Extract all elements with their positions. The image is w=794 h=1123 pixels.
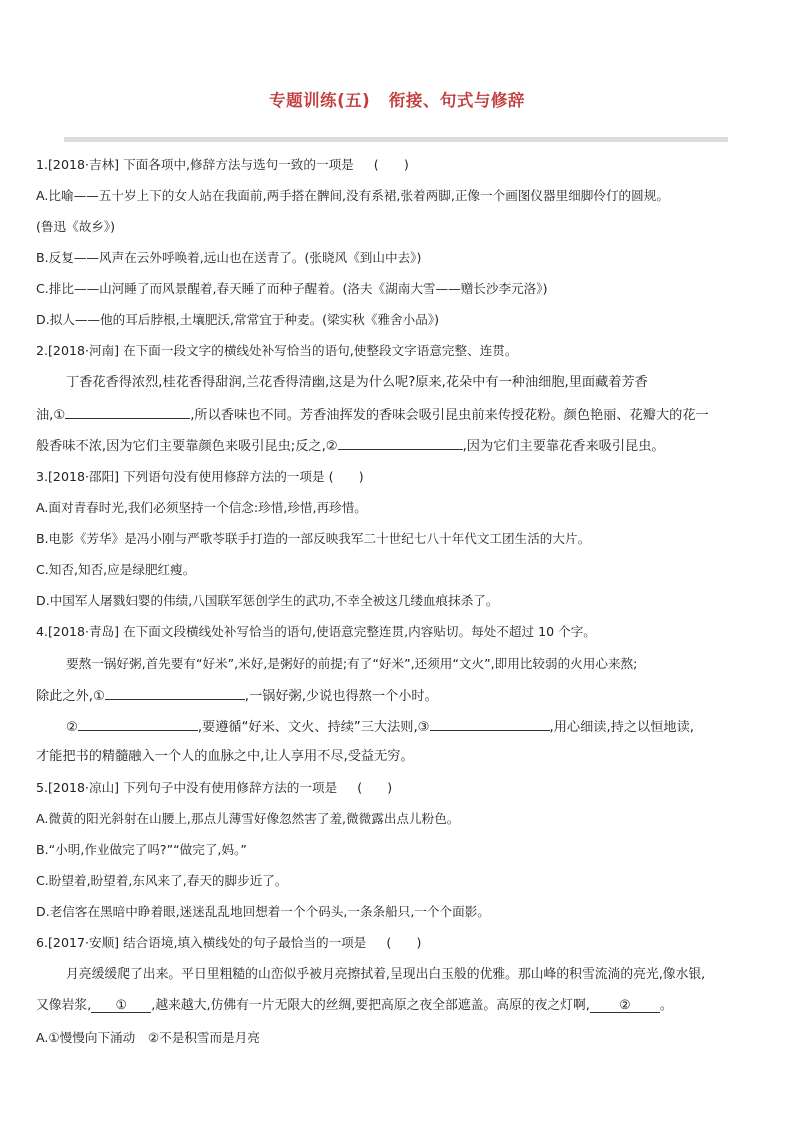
question-5-option-d: D.老信客在黑暗中睁着眼,迷迷乱乱地回想着一个个码头,一条条船只,一个个面影。	[36, 904, 490, 919]
question-5-option-c: C.盼望着,盼望着,东风来了,春天的脚步近了。	[36, 873, 288, 888]
passage-text: ,一锅好粥,少说也得熬一个小时。	[244, 689, 438, 704]
question-3-option-d: D.中国军人屠戮妇婴的伟绩,八国联军惩创学生的武功,不幸全被这几缕血痕抹杀了。	[36, 593, 499, 608]
question-6-text: 6.[2017·安顺] 结合语境,填入横线处的句子最恰当的一项是	[36, 935, 367, 950]
question-5-option-a: A.微黄的阳光斜射在山腰上,那点儿薄雪好像忽然害了羞,微微露出点儿粉色。	[36, 811, 460, 826]
question-6-stem	[36, 934, 421, 952]
passage-text: 。	[659, 998, 673, 1013]
fill-blank-2[interactable]	[78, 717, 198, 731]
question-2-passage-line-3	[36, 436, 665, 456]
answer-paren: ( )	[386, 935, 422, 950]
question-1-option-d: D.拟人——他的耳后脖根,土壤肥沃,常常宜于种麦。(梁实秋《雅舍小品》)	[36, 312, 440, 327]
question-4-passage-line-4: 才能把书的精髓融入一个人的血脉之中,让人享用不尽,受益无穷。	[36, 749, 414, 764]
question-1-option-a: A.比喻——五十岁上下的女人站在我面前,两手搭在髀间,没有系裙,张着两脚,正像一个画图仪器里细脚伶仃的圆规。	[36, 188, 669, 203]
question-6-option-a: A.①慢慢向下涌动 ②不是积雪而是月亮	[36, 1030, 260, 1045]
title-divider	[64, 137, 728, 142]
question-5-option-b: B.“小明,作业做完了吗?”“做完了,妈。”	[36, 842, 247, 857]
fill-blank-1[interactable]	[65, 405, 190, 419]
passage-text: 油,①	[36, 408, 66, 423]
question-1-option-b: B.反复——风声在云外呼唤着,远山也在送青了。(张晓风《到山中去》)	[36, 250, 422, 265]
fill-blank-1[interactable]	[105, 686, 245, 700]
question-3-option-b: B.电影《芳华》是冯小刚与严歌苓联手打造的一部反映我军二十世纪七八十年代文工团生活的大片。	[36, 531, 591, 546]
passage-text: ,用心细读,持之以恒地读,	[549, 720, 694, 735]
passage-text: 又像岩浆,	[36, 998, 92, 1013]
question-3-option-c: C.知否,知否,应是绿肥红瘦。	[36, 562, 196, 577]
passage-text: 般香味不浓,因为它们主要靠颜色来吸引昆虫;反之,②	[36, 439, 338, 454]
fill-blank-2[interactable]	[338, 436, 463, 450]
question-4-passage-line-1: 要熬一锅好粥,首先要有“好米”,米好,是粥好的前提;有了“好米”,还须用“文火”,即用比较弱的火用心来熬;	[66, 656, 638, 671]
question-6-passage-line-2	[36, 997, 673, 1015]
question-2-passage-line-1: 丁香花香得浓烈,桂花香得甜润,兰花香得清幽,这是为什么呢?原来,花朵中有一种油细胞,里面藏着芳香	[66, 375, 648, 390]
question-5-text: 5.[2018·凉山] 下列句子中没有使用修辞方法的一项是	[36, 780, 338, 795]
fill-blank-1[interactable]: ①	[91, 999, 151, 1013]
question-3-option-a: A.面对青春时光,我们必须坚持一个信念:珍惜,珍惜,再珍惜。	[36, 500, 367, 515]
passage-text: ,所以香味也不同。芳香油挥发的香味会吸引昆虫前来传授花粉。颜色艳丽、花瓣大的花一	[190, 408, 709, 423]
question-6-passage-line-1: 月亮缓缓爬了出来。平日里粗糙的山峦似乎被月亮擦拭着,呈现出白玉般的优雅。那山峰的积雪流淌的亮光,像水银,	[66, 967, 706, 982]
page-title: 专题训练(五) 衔接、句式与修辞	[269, 91, 525, 110]
question-1-option-a-source: (鲁迅《故乡》)	[36, 219, 116, 234]
question-5-stem	[36, 779, 392, 797]
answer-paren: ( )	[373, 157, 409, 172]
passage-text: ,越来越大,仿佛有一片无限大的丝绸,要把高原之夜全部遮盖。高原的夜之灯啊,	[151, 998, 590, 1013]
question-2-passage-line-2	[36, 405, 709, 425]
passage-text: 除此之外,①	[36, 689, 105, 704]
question-4-stem: 4.[2018·青岛] 在下面文段横线处补写恰当的语句,使语意完整连贯,内容贴切。每处不超过 10 个字。	[36, 624, 596, 639]
passage-text: ,要遵循“好米、文火、持续”三大法则,③	[197, 720, 430, 735]
question-3-stem: 3.[2018·邵阳] 下列语句没有使用修辞方法的一项是 ( )	[36, 469, 364, 484]
question-2-stem: 2.[2018·河南] 在下面一段文字的横线处补写恰当的语句,使整段文字语意完整、连贯。	[36, 343, 518, 358]
question-1-stem	[36, 156, 409, 174]
passage-text: ②	[66, 720, 78, 735]
answer-paren: ( )	[357, 780, 393, 795]
question-1-text: 1.[2018·吉林] 下面各项中,修辞方法与选句一致的一项是	[36, 157, 354, 172]
question-4-passage-line-3	[66, 717, 694, 737]
question-4-passage-line-2	[36, 686, 438, 706]
passage-text: ,因为它们主要靠花香来吸引昆虫。	[462, 439, 665, 454]
question-1-option-c: C.排比——山河睡了而风景醒着,春天睡了而种子醒着。(洛夫《湖南大雪——赠长沙李元洛》)	[36, 281, 548, 296]
fill-blank-2[interactable]: ②	[590, 999, 660, 1013]
fill-blank-3[interactable]	[430, 717, 550, 731]
